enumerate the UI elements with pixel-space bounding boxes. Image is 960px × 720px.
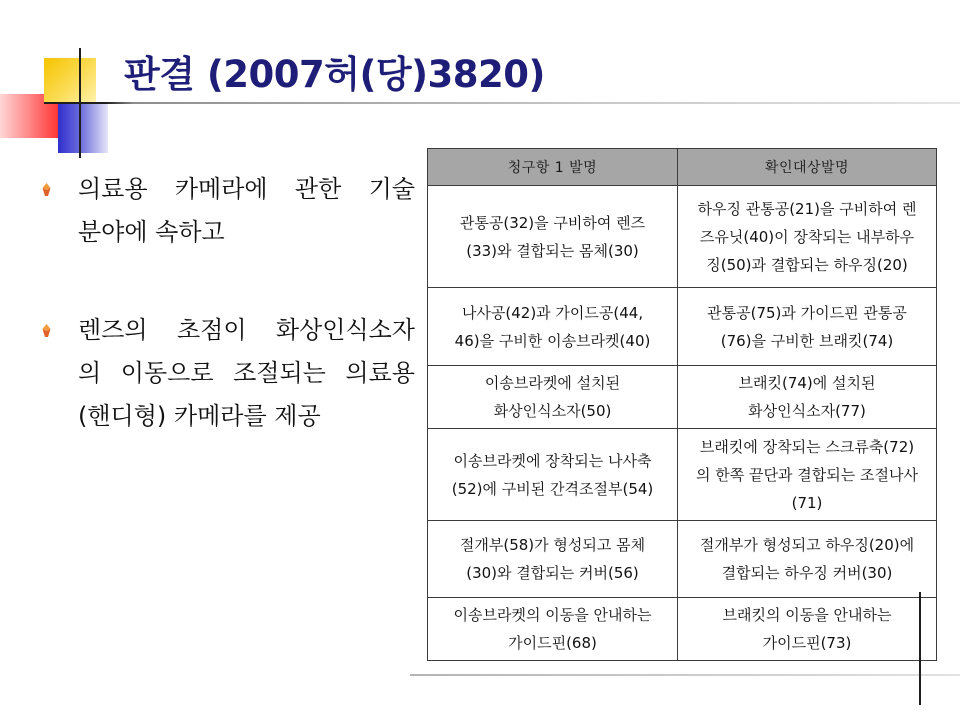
table-cell-target <box>678 186 937 288</box>
bullet-icon <box>42 183 51 196</box>
cell-line: 화상인식소자(77) <box>748 402 866 420</box>
table-cell-claim <box>428 521 678 598</box>
cell-line: 절개부가 형성되고 하우징(20)에 <box>699 536 915 554</box>
cell-line: 화상인식소자(50) <box>493 402 612 420</box>
cell-line: 46)을 구비한 이송브라켓(40) <box>454 331 651 350</box>
table-cell-claim <box>428 429 678 521</box>
table-row <box>428 521 937 598</box>
cell-line: 절개부(58)가 형성되고 몸체 <box>459 536 646 554</box>
bullet-icon <box>42 324 51 337</box>
table-row <box>428 598 937 661</box>
column-header-target: 확인대상발명 <box>678 149 937 186</box>
column-header-claim: 청구항 1 발명 <box>428 149 678 186</box>
decoration-vertical-line-bottom <box>919 592 921 705</box>
cell-line: 나사공(42)과 가이드공(44, <box>461 303 644 322</box>
bullet-text <box>78 309 415 438</box>
table-cell-claim <box>428 288 678 366</box>
cell-line: 의 한쪽 끝단과 결합되는 조절나사 <box>696 465 918 484</box>
table-cell-target <box>678 366 937 429</box>
table-header-row <box>428 149 937 186</box>
corner-decoration-blue-square <box>58 103 108 153</box>
cell-line: (71) <box>791 493 823 512</box>
bottom-rule <box>410 674 960 676</box>
cell-line: 브래킷(74)에 설치된 <box>738 374 876 392</box>
cell-line: 가이드핀(68) <box>508 634 597 652</box>
table-cell-claim <box>428 366 678 429</box>
bullet-line: 분야에 속하고 <box>78 218 225 246</box>
table-row <box>428 186 937 288</box>
cell-line: 관통공(75)과 가이드핀 관통공 <box>707 303 907 322</box>
slide-title: 판결 (2007허(당)3820) <box>124 53 545 96</box>
cell-line: 브래킷의 이동을 안내하는 <box>722 606 892 624</box>
decoration-vertical-line-top <box>79 48 81 158</box>
table-row <box>428 366 937 429</box>
bullet-line: 의 이동으로 조절되는 의료용 <box>78 359 415 387</box>
table-row <box>428 288 937 366</box>
table-cell-claim <box>428 186 678 288</box>
cell-line: 이송브라켓의 이동을 안내하는 <box>453 606 652 624</box>
cell-line: 브래킷에 장착되는 스크류축(72) <box>699 437 915 456</box>
bullet-line: 렌즈의 초점이 화상인식소자 <box>78 316 415 344</box>
title-underline <box>44 102 960 104</box>
bullet-text <box>78 168 415 254</box>
table-row <box>428 429 937 521</box>
cell-line: (33)와 결합되는 몸체(30) <box>466 241 639 260</box>
cell-line: (52)에 구비된 간격조절부(54) <box>451 479 654 498</box>
table-cell-target <box>678 521 937 598</box>
cell-line: 하우징 관통공(21)을 구비하여 렌 <box>697 199 917 218</box>
table-cell-target <box>678 288 937 366</box>
corner-decoration-yellow-square <box>44 58 96 104</box>
cell-line: 이송브라켓에 설치된 <box>484 374 621 392</box>
cell-line: 즈유닛(40)이 장착되는 내부하우 <box>699 227 915 246</box>
bullet-line: (핸디형) 카메라를 제공 <box>78 402 321 430</box>
cell-line: 징(50)과 결합되는 하우징(20) <box>706 255 908 274</box>
table-cell-claim <box>428 598 678 661</box>
cell-line: (30)와 결합되는 커버(56) <box>466 564 639 582</box>
cell-line: (76)을 구비한 브래킷(74) <box>720 331 894 350</box>
cell-line: 이송브라켓에 장착되는 나사축 <box>453 451 652 470</box>
cell-line: 가이드핀(73) <box>762 634 852 652</box>
table-cell-target <box>678 429 937 521</box>
cell-line: 관통공(32)을 구비하여 렌즈 <box>459 213 646 232</box>
table-cell-target <box>678 598 937 661</box>
cell-line: 결합되는 하우징 커버(30) <box>721 564 893 582</box>
comparison-table <box>427 148 937 661</box>
bullet-line: 의료용 카메라에 관한 기술 <box>78 175 415 203</box>
